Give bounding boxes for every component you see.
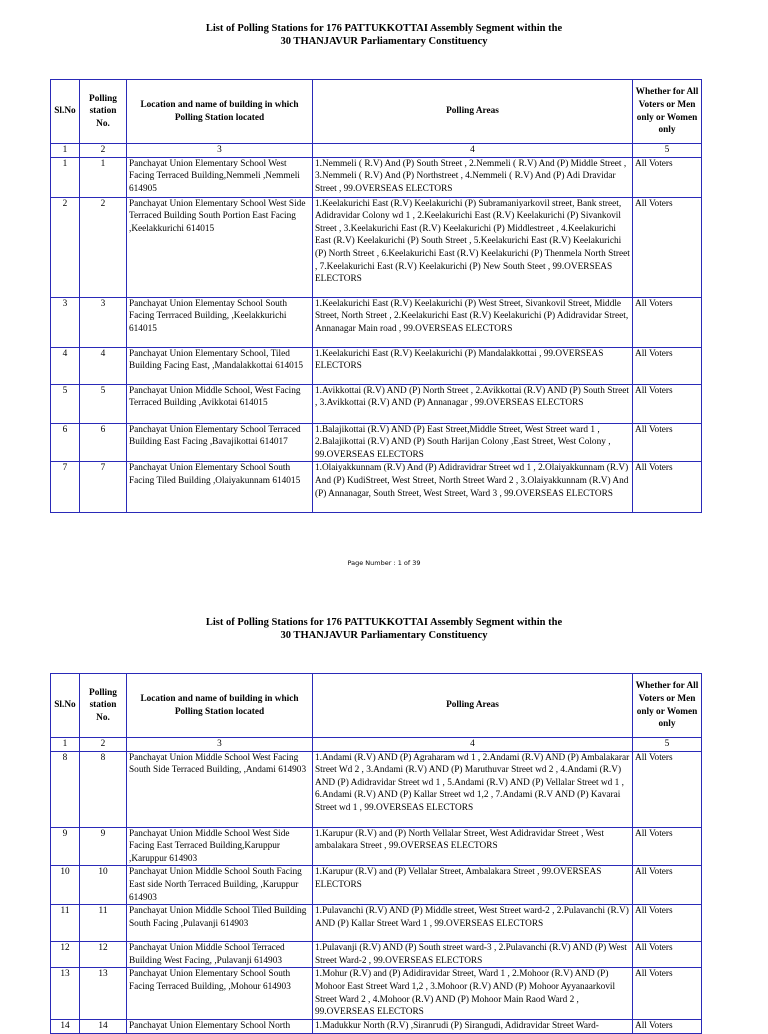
cell-slno: 2 (51, 197, 80, 297)
cell-slno: 5 (51, 384, 80, 423)
cell-slno: 9 (51, 827, 80, 866)
cell-whether: All Voters (633, 827, 702, 866)
cell-ps-no: 12 (80, 942, 127, 968)
cell-polling-areas: 1.Keelakurichi East (R.V) Keelakurichi (P) Subramaniyarkovil street, Bank street, Adidravidar Colony wd 1 , 2.Keelakurichi East (R.V) Keelakurichi (P) Sivankovil Street , 3.Keelakurichi East (R.V) Keelakurichi (P) Middlestreet , 4.Keelakurichi East (R.V) Keelakurichi (P) South Street , 5.Keelakurichi East (R.V) Keelakurichi (P) North Street , 6.Keelakurichi East (R.V) Keelakurichi (P) Thenmela North Street , 7.Keelakurichi East (R.V) Keelakurichi (P) New South Steet , 99.OVERSEAS ELECTORS (313, 197, 633, 297)
cell-whether: All Voters (633, 968, 702, 1019)
colnum: 1 (51, 738, 80, 752)
cell-polling-areas: 1.Madukkur North (R.V) ,Siranгudi (P) Sirangudi, Adidravidar Street Ward- (313, 1019, 633, 1033)
cell-slno: 7 (51, 462, 80, 513)
cell-ps-no: 7 (80, 462, 127, 513)
table-row (51, 905, 702, 942)
cell-whether: All Voters (633, 157, 702, 197)
cell-ps-no: 14 (80, 1019, 127, 1033)
colnum: 4 (313, 144, 633, 158)
cell-location: Panchayat Union Middle School, West Facing Terraced Building ,Avikkotai 614015 (127, 384, 313, 423)
cell-whether: All Voters (633, 462, 702, 513)
table-row (51, 827, 702, 866)
cell-location: Panchayat Union Elementary School South Facing Tiled Building ,Olaiyakunnam 614015 (127, 462, 313, 513)
page-title-line2: 30 THANJAVUR Parliamentary Constituency (280, 630, 488, 641)
table-row (51, 157, 702, 197)
page-number: Page Number : 1 of 39 (347, 559, 421, 567)
cell-slno: 14 (51, 1019, 80, 1033)
colnum: 1 (51, 144, 80, 158)
cell-whether: All Voters (633, 905, 702, 942)
colnum: 5 (633, 144, 702, 158)
colnum: 2 (80, 144, 127, 158)
table-row (51, 384, 702, 423)
header-location: Location and name of building in which Polling Station located (127, 674, 313, 738)
colnum: 3 (127, 738, 313, 752)
header-whether: Whether for All Voters or Men only or Women only (633, 80, 702, 144)
colnum: 5 (633, 738, 702, 752)
cell-location: Panchayat Union Elementary School West Side Terraced Building South Portion East Facing ,Keelakkurichi 614015 (127, 197, 313, 297)
cell-ps-no: 11 (80, 905, 127, 942)
cell-polling-areas: 1.Olaiyakkunnam (R.V) And (P) Adidravidrar Street wd 1 , 2.Olaiyakkunnam (R.V) And (P) KudiStreet, West Street, North Street Ward 2 , 3.Olaiyakkunnam (R.V) And (P) Annanagar, South Street, West Street, Ward 3 , 99.OVERSEAS ELECTORS (313, 462, 633, 513)
cell-location: Panchayat Union Elementary School Terraced Building East Facing ,Bavajikottai 614017 (127, 423, 313, 462)
cell-polling-areas: 1.Andami (R.V) AND (P) Agraharam wd 1 , 2.Andami (R.V) AND (P) Ambalakarar Street Wd 2 , 3.Andami (R.V) AND (P) Maruthuvar Street wd 2 , 4.Andami (R.V) AND (P) Adidravidar Street wd 1 , 5.Andami (R.V) AND (P) Vellalar Street wd 1 , 6.Andami (R.V) AND (P) Kallar Street wd 1,2 , 7.Andami (R.V AND (P) Kavarai Street wd 1 , 99.OVERSEAS ELECTORS (313, 751, 633, 827)
column-number-row (51, 738, 702, 752)
cell-ps-no: 6 (80, 423, 127, 462)
table-row (51, 1019, 702, 1033)
colnum: 4 (313, 738, 633, 752)
cell-location: Panchayat Union Middle School West Side Facing East Terraced Building,Karuppur ,Karuppur 614903 (127, 827, 313, 866)
header-location: Location and name of building in which Polling Station located (127, 80, 313, 144)
table-row (51, 942, 702, 968)
header-polling-areas: Polling Areas (313, 674, 633, 738)
cell-polling-areas: 1.Keelakurichi East (R.V) Keelakurichi (P) West Street, Sivankovil Street, Middle Street, North Street , 2.Keelakurichi East (R.V) Keelakurichi (P) Adidravidar Street, Annanagar Main road , 99.OVERSEAS ELECTORS (313, 297, 633, 347)
cell-polling-areas: 1.Balajikottai (R.V) AND (P) East Street,Middle Street, West Street ward 1 , 2.Balajikottai (R.V) AND (P) South Harijan Colony ,East Street, West Colony , 99.OVERSEAS ELECTORS (313, 423, 633, 462)
cell-whether: All Voters (633, 1019, 702, 1033)
cell-location: Panchayat Union Elementary School, Tiled Building Facing East, ,Mandalakkottai 614015 (127, 347, 313, 384)
cell-location: Panchayat Union Middle School Terraced Building West Facing, ,Pulavanji 614903 (127, 942, 313, 968)
colnum: 2 (80, 738, 127, 752)
cell-polling-areas: 1.Keelakurichi East (R.V) Keelakurichi (P) Mandalakkottai , 99.OVERSEAS ELECTORS (313, 347, 633, 384)
cell-ps-no: 5 (80, 384, 127, 423)
cell-polling-areas: 1.Karupur (R.V) and (P) Vellalar Street, Ambalakara Street , 99.OVERSEAS ELECTORS (313, 866, 633, 905)
cell-polling-areas: 1.Nemmeli ( R.V) And (P) South Street , 2.Nemmeli ( R.V) And (P) Middle Street , 3.Nemmeli ( R.V) And (P) Northstreet , 4.Nemmeli ( R.V) And (P) Adi Dravidar Street , 99.OVERSEAS ELECTORS (313, 157, 633, 197)
cell-location: Panchayat Union Elementary School North (127, 1019, 313, 1033)
cell-whether: All Voters (633, 197, 702, 297)
cell-ps-no: 13 (80, 968, 127, 1019)
cell-whether: All Voters (633, 297, 702, 347)
table-row (51, 297, 702, 347)
cell-slno: 8 (51, 751, 80, 827)
colnum: 3 (127, 144, 313, 158)
cell-whether: All Voters (633, 347, 702, 384)
cell-slno: 6 (51, 423, 80, 462)
page-title-line1: List of Polling Stations for 176 PATTUKKOTTAI Assembly Segment within the (205, 617, 563, 628)
header-slno: Sl.No (51, 80, 80, 144)
header-whether: Whether for All Voters or Men only or Women only (633, 674, 702, 738)
cell-whether: All Voters (633, 423, 702, 462)
cell-whether: All Voters (633, 866, 702, 905)
header-ps-no: Polling station No. (80, 674, 127, 738)
cell-slno: 10 (51, 866, 80, 905)
cell-ps-no: 2 (80, 197, 127, 297)
cell-location: Panchayat Union Elementay School South Facing Terrraced Building, ,Keelakkurichi 614015 (127, 297, 313, 347)
table-row (51, 347, 702, 384)
cell-location: Panchayat Union Elementary School West Facing Terraced Building,Nemmeli ,Nemmeli 614905 (127, 157, 313, 197)
cell-location: Panchayat Union Elementary School South Facing Terraced Building, ,Mohour 614903 (127, 968, 313, 1019)
cell-polling-areas: 1.Pulavanji (R.V) AND (P) South street ward-3 , 2.Pulavanchi (R.V) AND (P) West Street Ward-2 , 99.OVERSEAS ELECTORS (313, 942, 633, 968)
cell-polling-areas: 1.Pulavanchi (R.V) AND (P) Middle street, West Street ward-2 , 2.Pulavanchi (R.V) AND (P) Kallar Street Ward 1 , 99.OVERSEAS ELECTORS (313, 905, 633, 942)
column-number-row (51, 144, 702, 158)
table-row (51, 866, 702, 905)
polling-stations-table (50, 673, 702, 1034)
cell-ps-no: 10 (80, 866, 127, 905)
table-row (51, 751, 702, 827)
cell-slno: 4 (51, 347, 80, 384)
cell-slno: 1 (51, 157, 80, 197)
header-polling-areas: Polling Areas (313, 80, 633, 144)
table-row (51, 197, 702, 297)
cell-whether: All Voters (633, 384, 702, 423)
table-row (51, 462, 702, 513)
header-slno: Sl.No (51, 674, 80, 738)
header-ps-no: Polling station No. (80, 80, 127, 144)
polling-stations-table (50, 79, 702, 513)
cell-ps-no: 1 (80, 157, 127, 197)
cell-location: Panchayat Union Middle School South Facing East side North Terraced Building, ,Karuppur 614903 (127, 866, 313, 905)
cell-polling-areas: 1.Mohur (R.V) and (P) Adidiravidar Street, Ward 1 , 2.Mohoor (R.V) AND (P) Mohoor East Street Ward 1,2 , 3.Mohoor (R.V) AND (P) Mohoor Ayyanaarkovil Street Ward 2 , 4.Mohoor (R.V) AND (P) Mohoor Main Raod Ward 2 , 99.OVERSEAS ELECTORS (313, 968, 633, 1019)
cell-ps-no: 8 (80, 751, 127, 827)
cell-whether: All Voters (633, 942, 702, 968)
cell-ps-no: 9 (80, 827, 127, 866)
page-title-line1: List of Polling Stations for 176 PATTUKKOTTAI Assembly Segment within the (205, 23, 563, 34)
table-row (51, 423, 702, 462)
cell-polling-areas: 1.Avikkottai (R.V) AND (P) North Street , 2.Avikkottai (R.V) AND (P) South Street , 3.Avikkottai (R.V) AND (P) Annanagar , 99.OVERSEAS ELECTORS (313, 384, 633, 423)
cell-slno: 11 (51, 905, 80, 942)
cell-slno: 13 (51, 968, 80, 1019)
table-header-row (51, 674, 702, 738)
page-title-line2: 30 THANJAVUR Parliamentary Constituency (280, 36, 488, 47)
cell-location: Panchayat Union Middle School Tiled Building South Facing ,Pulavanji 614903 (127, 905, 313, 942)
table-header-row (51, 80, 702, 144)
cell-ps-no: 4 (80, 347, 127, 384)
cell-slno: 12 (51, 942, 80, 968)
cell-slno: 3 (51, 297, 80, 347)
cell-whether: All Voters (633, 751, 702, 827)
cell-polling-areas: 1.Karupur (R.V) and (P) North Vellalar Street, West Adidravidar Street , West ambalakara Street , 99.OVERSEAS ELECTORS (313, 827, 633, 866)
cell-location: Panchayat Union Middle School West Facing South Side Terraced Building, ,Andami 614903 (127, 751, 313, 827)
cell-ps-no: 3 (80, 297, 127, 347)
table-row (51, 968, 702, 1019)
